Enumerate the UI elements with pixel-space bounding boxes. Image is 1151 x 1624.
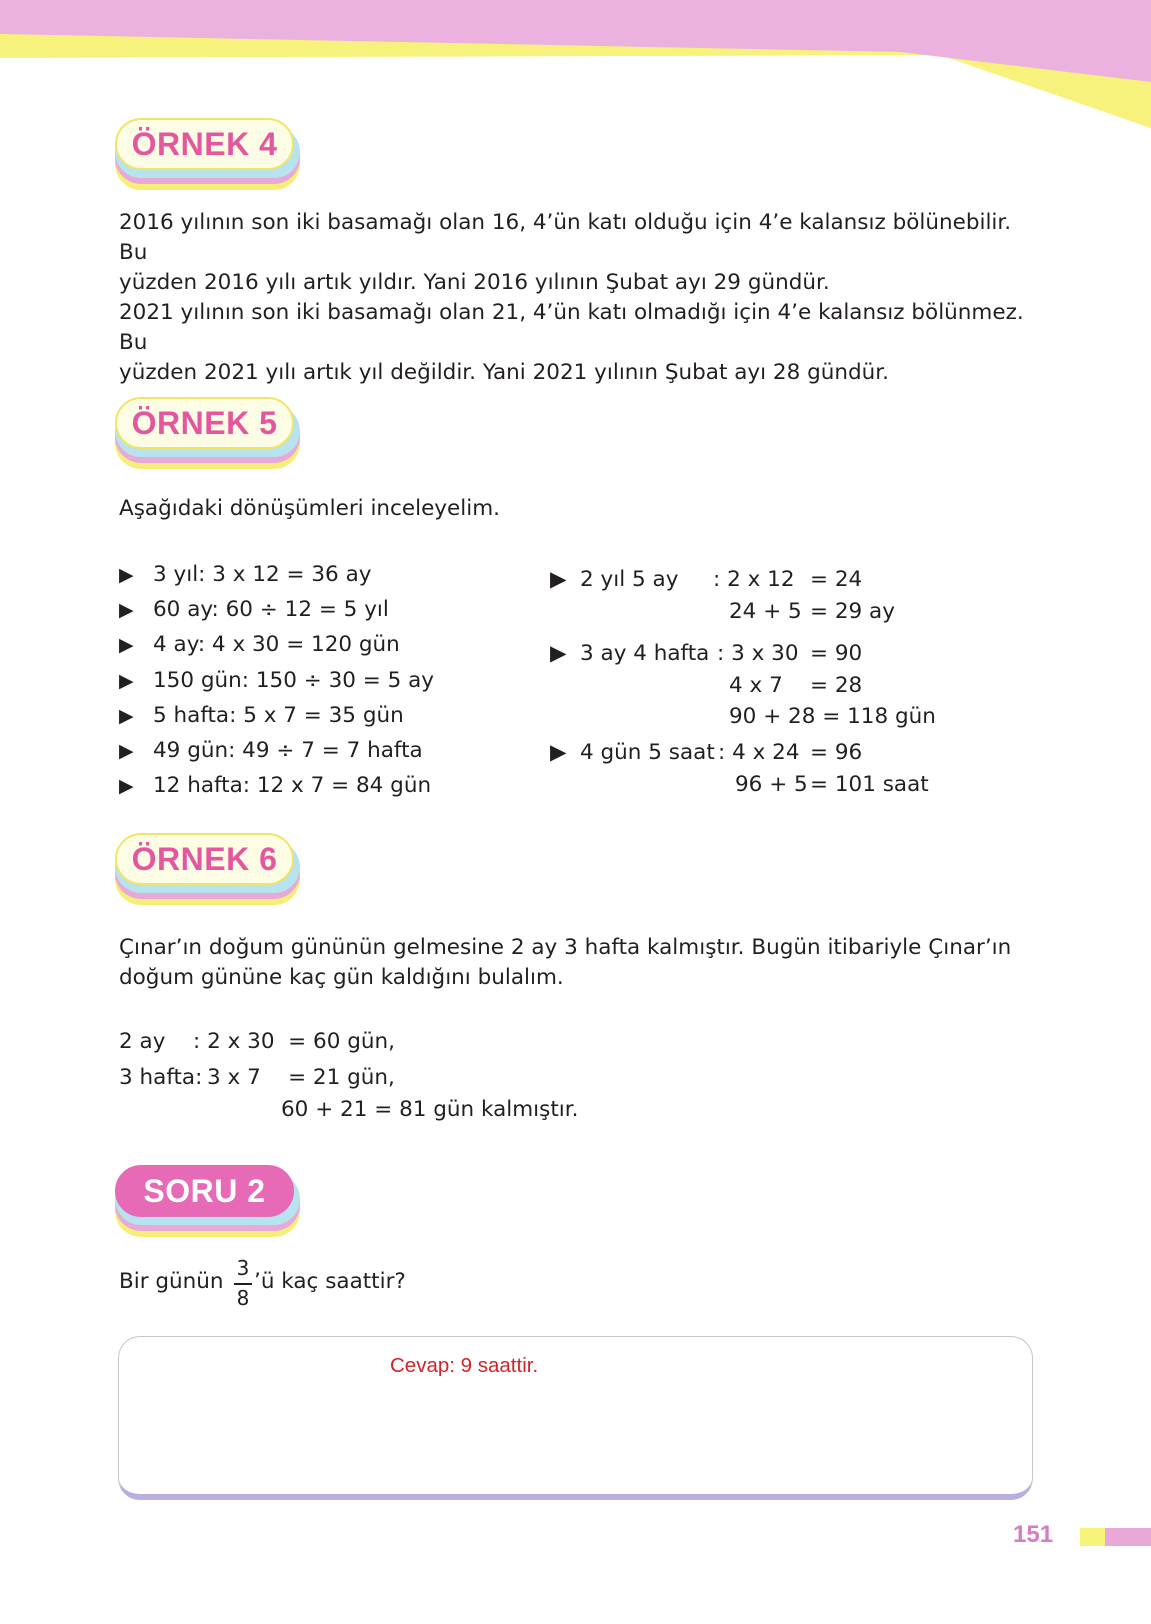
conversion-step: : 2 x 12	[713, 567, 795, 592]
ornek-6-badge	[115, 833, 300, 905]
fraction-numerator: 3	[236, 1256, 250, 1280]
calc-result: 60 + 21 = 81 gün kalmıştır.	[281, 1097, 579, 1122]
answer-text: Cevap: 9 saattir.	[390, 1354, 539, 1377]
fraction-bar	[234, 1283, 252, 1285]
paragraph-line: 2016 yılının son iki basamağı olan 16, 4’ün katı olduğu için 4’e kalansız bölünebilir. Bu	[119, 210, 1012, 265]
triangle-bullet-icon: ▶	[119, 669, 134, 692]
triangle-bullet-icon: ▶	[119, 564, 134, 586]
conversion-result: = 101 saat	[810, 772, 929, 797]
triangle-bullet-icon: ▶	[119, 704, 134, 727]
triangle-bullet-icon: ▶	[550, 641, 567, 666]
calc-label: 2 ay	[119, 1029, 166, 1054]
conversion-result: = 96	[810, 740, 863, 765]
question-text-before: Bir günün	[119, 1269, 224, 1294]
conversion-list-left	[119, 557, 434, 803]
triangle-bullet-icon: ▶	[119, 739, 134, 762]
answer-box[interactable]	[118, 1336, 1033, 1500]
triangle-bullet-icon: ▶	[119, 599, 134, 622]
fraction-denominator: 8	[236, 1286, 250, 1310]
ornek-4-badge	[115, 118, 300, 190]
conversion-result: = 90	[810, 641, 863, 666]
fraction	[233, 1256, 253, 1312]
paragraph-line: Çınar’ın doğum gününün gelmesine 2 ay 3 hafta kalmıştır. Bugün itibariyle Çınar’ın	[119, 935, 1012, 960]
list-item: ▶ 5 hafta: 5 x 7 = 35 gün	[119, 698, 434, 733]
paragraph-line: doğum gününe kaç gün kaldığını bulalım.	[119, 965, 564, 990]
ornek-6-paragraph	[119, 933, 1039, 993]
list-item: ▶ 60 ay: 60 ÷ 12 = 5 yıl	[119, 592, 434, 627]
list-item: ▶ 4 ay: 4 x 30 = 120 gün	[119, 627, 434, 662]
conversion-step: : 4 x 24	[718, 740, 800, 765]
list-item: ▶ 49 gün: 49 ÷ 7 = 7 hafta	[119, 733, 434, 768]
paragraph-line: yüzden 2021 yılı artık yıl değildir. Yani 2021 yılının Şubat ayı 28 gündür.	[119, 360, 890, 385]
footer-accent-yellow	[1080, 1528, 1105, 1546]
ornek-4-label: ÖRNEK 4	[115, 118, 294, 170]
ornek-6-label: ÖRNEK 6	[115, 833, 294, 885]
conversion-step: 24 + 5	[729, 599, 802, 624]
calc-label: 3 hafta:	[119, 1065, 203, 1090]
conversion-result: = 24	[810, 567, 863, 592]
list-item: ▶ 3 yıl: 3 x 12 = 36 ay	[119, 557, 434, 592]
conversion-step: : 3 x 30	[717, 641, 799, 666]
triangle-bullet-icon: ▶	[119, 775, 134, 798]
footer-accent-pink	[1105, 1528, 1151, 1546]
ornek-4-paragraph-1	[119, 208, 1039, 298]
paragraph-line: yüzden 2016 yılı artık yıldır. Yani 2016 yılının Şubat ayı 29 gündür.	[119, 270, 830, 295]
list-item: ▶ 150 gün: 150 ÷ 30 = 5 ay	[119, 663, 434, 698]
calc-step: 3 x 7 = 21 gün,	[207, 1065, 395, 1090]
ornek-5-label: ÖRNEK 5	[115, 397, 294, 449]
conversion-step: 4 x 7	[729, 673, 783, 698]
paragraph-line: 2021 yılının son iki basamağı olan 21, 4’ün katı olmadığı için 4’e kalansız bölünmez. Bu	[119, 300, 1024, 355]
soru-2-label: SORU 2	[115, 1165, 294, 1217]
conversion-result: = 29 ay	[810, 599, 895, 624]
triangle-bullet-icon: ▶	[550, 740, 567, 765]
question-text-after: ’ü kaç saattir?	[254, 1269, 406, 1294]
triangle-bullet-icon: ▶	[550, 567, 567, 592]
conversion-label: 2 yıl 5 ay	[580, 567, 679, 592]
conversion-step: 96 + 5	[735, 772, 808, 797]
calc-step: : 2 x 30 = 60 gün,	[193, 1029, 395, 1054]
ornek-5-intro: Aşağıdaki dönüşümleri inceleyelim.	[119, 496, 500, 521]
conversion-step: 90 + 28 = 118 gün	[729, 704, 936, 729]
list-item: ▶ 12 hafta: 12 x 7 = 84 gün	[119, 768, 434, 803]
conversion-label: 3 ay 4 hafta	[580, 641, 710, 666]
ornek-5-badge	[115, 397, 300, 469]
page-number: 151	[1013, 1521, 1054, 1548]
conversion-label: 4 gün 5 saat	[580, 740, 715, 765]
soru-2-badge	[115, 1165, 300, 1237]
triangle-bullet-icon: ▶	[119, 634, 134, 657]
conversion-result: = 28	[810, 673, 863, 698]
ornek-4-paragraph-2	[119, 298, 1039, 388]
